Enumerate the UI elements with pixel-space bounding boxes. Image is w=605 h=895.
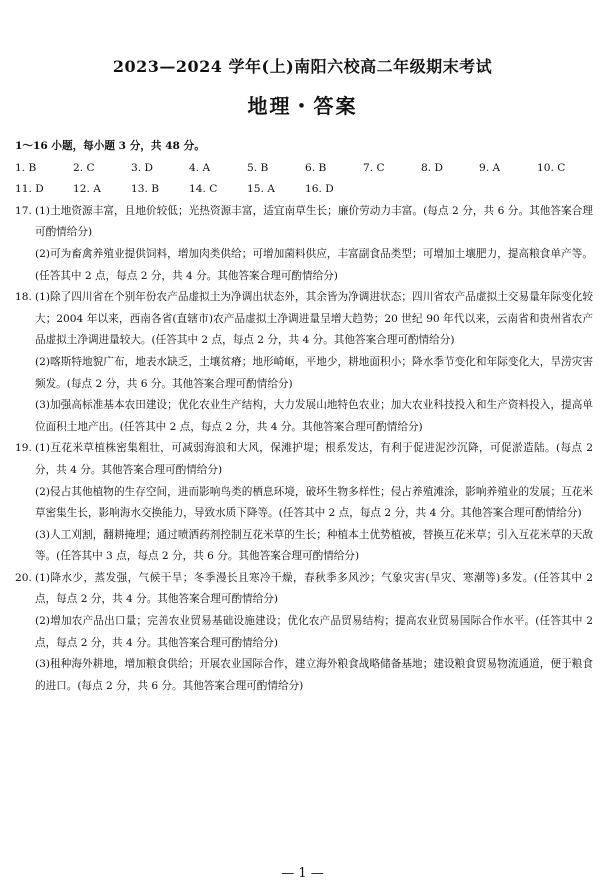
question-body	[35, 201, 593, 287]
choice-row	[15, 179, 593, 201]
answer-part: (3)加强高标准基本农田建设；优化农业生产结构，大力发展山地特色农业；加大农业科技投入和生产资料投入，提高单位面积土地产出。(任答其中 2 点，每点 2 分，共 4 分。其他答案合理可酌情给分)	[35, 399, 593, 433]
choice-intro: 1～16 小题，每小题 3 分，共 48 分。	[15, 140, 205, 152]
choice-answer: 14. C	[189, 183, 218, 196]
answer-content	[15, 136, 593, 697]
answer-part: (3)人工刈割，翻耕掩埋；通过喷洒药剂控制互花米草的生长；种植本土优势植被，替换互花米草；引入互花米草的天敌等。(任答其中 3 点，每点 2 分，共 6 分。其他答案合理可酌情给分)	[35, 528, 593, 563]
question-number: 18.	[15, 291, 32, 304]
answer-part: (1)降水少，蒸发强，气候干旱；冬季漫长且寒冷干燥，春秋季多风沙；气象灾害(旱灾、寒潮等)多发。(任答其中 2 点，每点 2 分，共 4 分。其他答案合理可酌情给分)	[35, 571, 593, 606]
choice-answer: 9. A	[479, 161, 501, 174]
choice-answer: 15. A	[247, 183, 275, 196]
question-block	[15, 568, 593, 698]
choice-answer: 11. D	[15, 183, 44, 196]
choice-answer: 5. B	[247, 161, 269, 174]
choice-answer: 3. D	[131, 161, 153, 174]
answer-part: (1)除了四川省在个别年份农产品虚拟土为净调出状态外，其余皆为净调进状态；四川省农产品虚拟土交易量年际变化较大；2004 年以来，西南各省(直辖市)农产品虚拟土净调进量呈增大趋势；20 世纪 90 年代以来，云南省和贵州省农产品虚拟土净调进量较大。(任答其中 2 点，每点 2 分，共 4 分。其他答案合理可酌情给分)	[35, 291, 593, 347]
question-block	[15, 287, 593, 438]
choice-answer: 6. B	[305, 161, 327, 174]
question-number: 20.	[15, 571, 32, 584]
answer-part: (2)喀斯特地貌广布，地表水缺乏，土壤贫瘠；地形崎岖，平地少，耕地面积小；降水季节变化和年际变化大，旱涝灾害频发。(每点 2 分，共 6 分。其他答案合理可酌情给分)	[35, 355, 593, 390]
page-number: — 1 —	[281, 866, 324, 881]
answer-part: (2)侵占其他植物的生存空间，进而影响鸟类的栖息环境，破坏生物多样性；侵占养殖滩涂，影响养殖业的发展；互花米草密集生长，影响海水交换能力，导致水质下降等。(任答其中 2 点，每点 2 分，共 4 分。其他答案合理可酌情给分)	[35, 485, 593, 520]
question-number: 17.	[15, 204, 32, 217]
answer-part: (2)增加农产品出口量；完善农业贸易基础设施建设；优化农产品贸易结构；提高农业贸易国际合作水平。(任答其中 2 点，每点 2 分，共 4 分。其他答案合理可酌情给分)	[35, 615, 593, 649]
choice-answer: 1. B	[15, 161, 37, 174]
choice-answer: 10. C	[537, 161, 566, 174]
question-body	[35, 568, 593, 698]
question-body	[35, 287, 593, 438]
exam-title: 2023—2024 学年(上)南阳六校高二年级期末考试	[112, 57, 493, 76]
question-block	[15, 201, 593, 287]
choice-row	[15, 158, 593, 180]
essay-answers	[15, 201, 593, 698]
choice-answer: 2. C	[73, 161, 95, 174]
choice-answer: 4. A	[189, 161, 211, 174]
choice-answers	[15, 158, 593, 201]
choice-answer: 8. D	[421, 161, 443, 174]
answer-part: (2)可为畜禽养殖业提供饲料，增加肉类供给；可增加菌料供应，丰富副食品类型；可增加土壤肥力，提高粮食单产等。(任答其中 2 点，每点 2 分，共 4 分。其他答案合理可酌情给分)	[35, 247, 593, 282]
exam-subtitle: 地理・答案	[247, 94, 358, 118]
choice-answer: 7. C	[363, 161, 385, 174]
choice-answer: 12. A	[73, 183, 101, 196]
question-block	[15, 438, 593, 568]
question-body	[35, 438, 593, 568]
answer-part: (1)互花米草植株密集粗壮，可减弱海浪和大风，保滩护堤；根系发达，有利于促进泥沙沉降，可促淤造陆。(每点 2 分，共 4 分。其他答案合理可酌情给分)	[35, 442, 593, 476]
answer-part: (3)租种海外耕地，增加粮食供给；开展农业国际合作，建立海外粮食战略储备基地；建设粮食贸易物流通道，便于粮食的进口。(每点 2 分，共 6 分。其他答案合理可酌情给分)	[35, 658, 593, 692]
question-number: 19.	[15, 442, 32, 455]
choice-answer: 16. D	[305, 183, 334, 196]
choice-answer: 13. B	[131, 183, 159, 196]
answer-part: (1)土地资源丰富，且地价较低；光热资源丰富，适宜南草生长；廉价劳动力丰富。(每点 2 分，共 6 分。其他答案合理可酌情给分)	[35, 204, 593, 239]
